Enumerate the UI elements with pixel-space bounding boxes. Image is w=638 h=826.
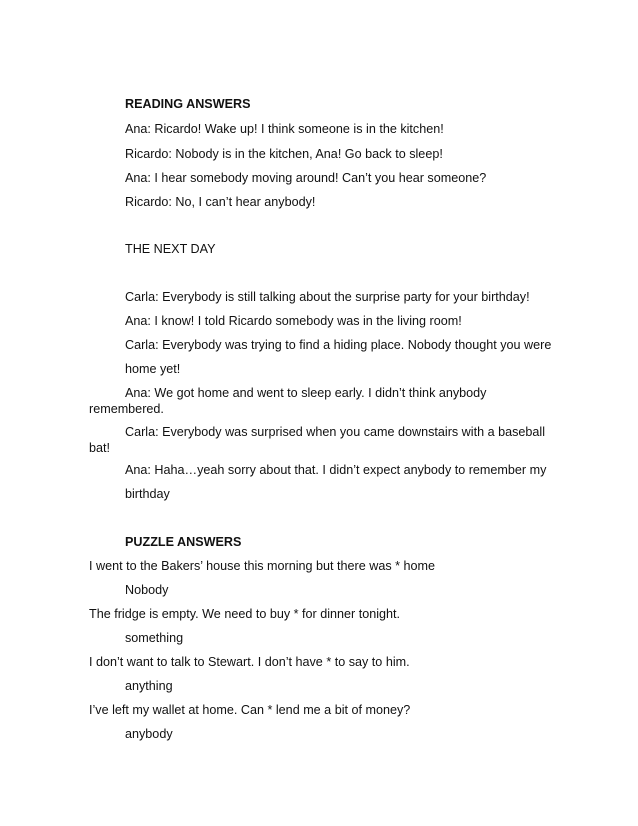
dialogue-line: home yet! [125,362,181,376]
puzzle-answer: something [125,631,184,645]
puzzle-answer: anything [125,679,173,693]
dialogue-line: Carla: Everybody is still talking about the surprise party for your birthday! [125,290,530,304]
puzzle-sentence: The fridge is empty. We need to buy * for dinner tonight. [89,607,401,621]
puzzle-answers-heading: PUZZLE ANSWERS [125,535,242,549]
dialogue-line-wrap: remembered. [89,402,164,416]
dialogue-line: Ricardo: No, I can’t hear anybody! [125,195,316,209]
puzzle-sentence: I went to the Bakers’ house this morning but there was * home [89,559,436,573]
dialogue-line: Ana: Haha…yeah sorry about that. I didn’t expect anybody to remember my [125,463,547,477]
next-day-heading: THE NEXT DAY [125,242,216,256]
dialogue-line-wrap: bat! [89,441,111,455]
dialogue-line: Ana: We got home and went to sleep early. I didn’t think anybody [125,386,487,400]
puzzle-answer: Nobody [125,583,169,597]
reading-answers-heading: READING ANSWERS [125,97,251,111]
puzzle-answer: anybody [125,727,173,741]
puzzle-sentence: I don’t want to talk to Stewart. I don’t have * to say to him. [89,655,410,669]
dialogue-line: birthday [125,487,170,501]
dialogue-line: Ana: I hear somebody moving around! Can’t you hear someone? [125,171,487,185]
dialogue-line: Ricardo: Nobody is in the kitchen, Ana! Go back to sleep! [125,147,443,161]
dialogue-line: Carla: Everybody was trying to find a hiding place. Nobody thought you were [125,338,552,352]
dialogue-line: Ana: Ricardo! Wake up! I think someone is in the kitchen! [125,122,444,136]
dialogue-line: Ana: I know! I told Ricardo somebody was in the living room! [125,314,462,328]
puzzle-sentence: I’ve left my wallet at home. Can * lend me a bit of money? [89,703,411,717]
dialogue-line: Carla: Everybody was surprised when you came downstairs with a baseball [125,425,545,439]
